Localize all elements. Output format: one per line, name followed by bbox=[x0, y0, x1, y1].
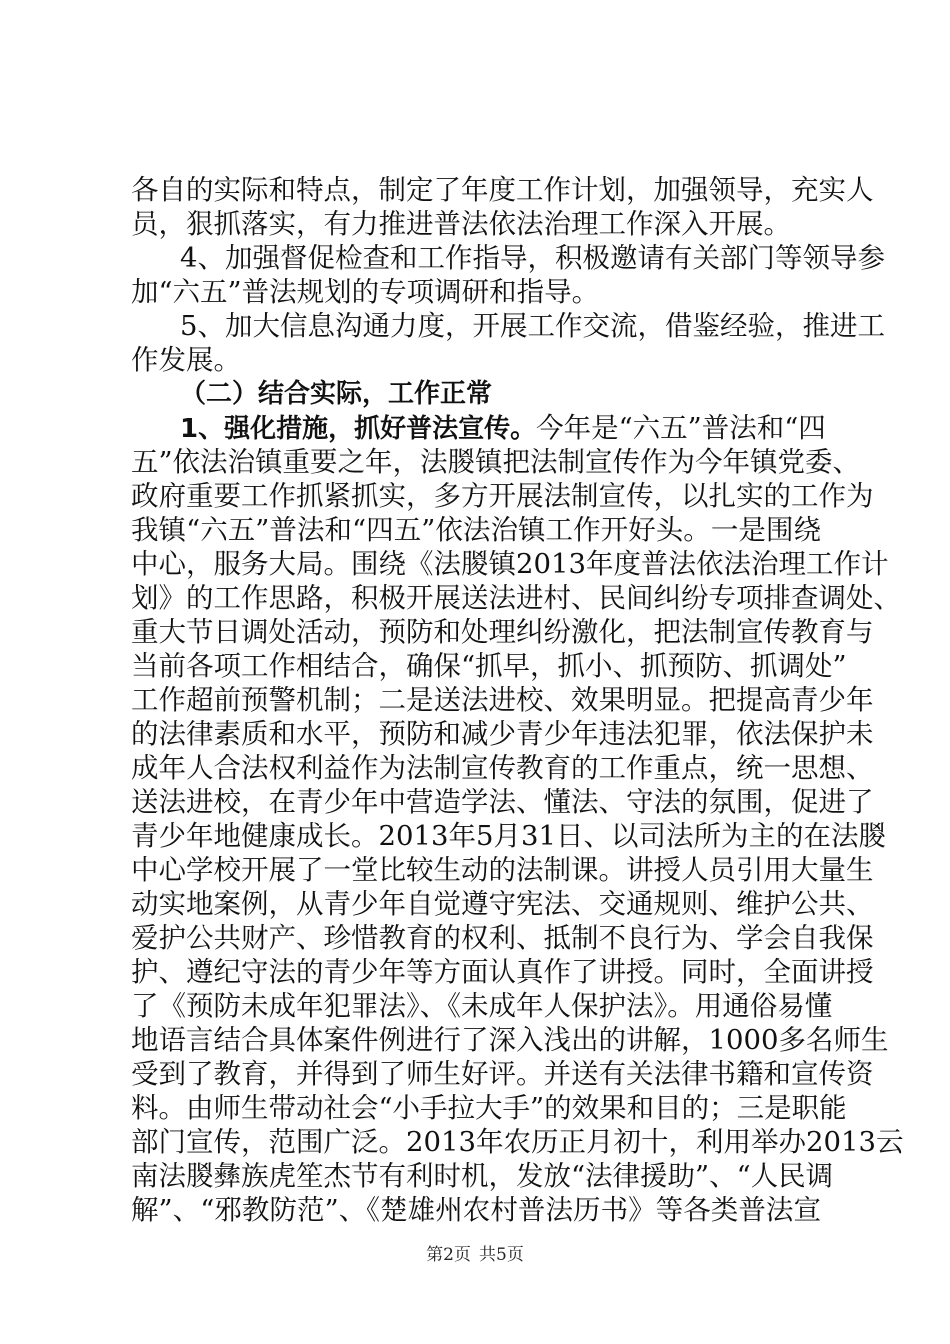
text-line: 动实地案例，从青少年自觉遵守宪法、交通规则、维护公共、 bbox=[131, 888, 874, 920]
text-line: 加“六五”普法规划的专项调研和指导。 bbox=[131, 276, 600, 308]
section-heading: （二）结合实际，工作正常 bbox=[180, 379, 493, 409]
text-line: 部门宣传，范围广泛。2013年农历正月初十，利用举办2013云 bbox=[131, 1126, 904, 1158]
text-line: 员，狠抓落实，有力推进普法依法治理工作深入开展。 bbox=[131, 208, 791, 240]
text-line: 护、遵纪守法的青少年等方面认真作了讲授。同时，全面讲授 bbox=[131, 956, 874, 988]
text-line: 料。由师生带动社会“小手拉大手”的效果和目的；三是职能 bbox=[131, 1092, 847, 1124]
text-line: 爱护公共财产、珍惜教育的权利、抵制不良行为、学会自我保 bbox=[131, 922, 874, 954]
text-line: 工作超前预警机制；二是送法进校、效果明显。把提高青少年 bbox=[131, 684, 874, 716]
text-line: 中心，服务大局。围绕《法朡镇2013年度普法依法治理工作计 bbox=[131, 548, 889, 580]
text-line: 政府重要工作抓紧抓实，多方开展法制宣传，以扎实的工作为 bbox=[131, 480, 874, 512]
page-footer bbox=[0, 1240, 950, 1265]
text-line: 重大节日调处活动，预防和处理纠纷激化，把法制宣传教育与 bbox=[131, 616, 874, 648]
text-line: 受到了教育，并得到了师生好评。并送有关法律书籍和宣传资 bbox=[131, 1058, 874, 1090]
page-total: 共5页 bbox=[479, 1245, 524, 1265]
text-line: 中心学校开展了一堂比较生动的法制课。讲授人员引用大量生 bbox=[131, 854, 874, 886]
text-line: 地语言结合具体案件例进行了深入浅出的讲解，1000多名师生 bbox=[131, 1024, 889, 1056]
text-line: 解”、“邪教防范”、《楚雄州农村普法历书》等各类普法宣 bbox=[131, 1194, 821, 1226]
text-line: 我镇“六五”普法和“四五”依法治镇工作开好头。一是围绕 bbox=[131, 514, 821, 546]
text-line-lead bbox=[180, 412, 826, 446]
text-line: 各自的实际和特点，制定了年度工作计划，加强领导，充实人 bbox=[131, 174, 874, 206]
text-line: 的法律素质和水平，预防和减少青少年违法犯罪，依法保护未 bbox=[131, 718, 874, 750]
text-line: 划》的工作思路，积极开展送法进村、民间纠纷专项排查调处、 bbox=[131, 582, 901, 614]
text-line: 五”依法治镇重要之年，法朡镇把法制宣传作为今年镇党委、 bbox=[131, 446, 861, 478]
text-line: 5、加大信息沟通力度，开展工作交流，借鉴经验，推进工 bbox=[180, 310, 885, 342]
page-number: 第2页 bbox=[426, 1245, 471, 1265]
lead-rest: 今年是“六五”普法和“四 bbox=[536, 412, 826, 444]
text-line: 作发展。 bbox=[131, 344, 241, 376]
text-line: 青少年地健康成长。2013年5月31日、以司法所为主的在法朡 bbox=[131, 820, 886, 852]
text-line: 当前各项工作相结合，确保“抓早，抓小、抓预防、抓调处” bbox=[131, 650, 847, 682]
text-line: 南法朡彝族虎笙杰节有利时机，发放“法律援助”、“人民调 bbox=[131, 1160, 834, 1192]
text-line: 送法进校，在青少年中营造学法、懂法、守法的氛围，促进了 bbox=[131, 786, 874, 818]
text-line: 成年人合法权利益作为法制宣传教育的工作重点，统一思想、 bbox=[131, 752, 874, 784]
lead-phrase: 1、强化措施，抓好普法宣传。 bbox=[180, 414, 537, 444]
text-line: 4、加强督促检查和工作指导，积极邀请有关部门等领导参 bbox=[180, 242, 885, 274]
text-line: 了《预防未成年犯罪法》、《未成年人保护法》。用通俗易懂 bbox=[131, 990, 833, 1022]
